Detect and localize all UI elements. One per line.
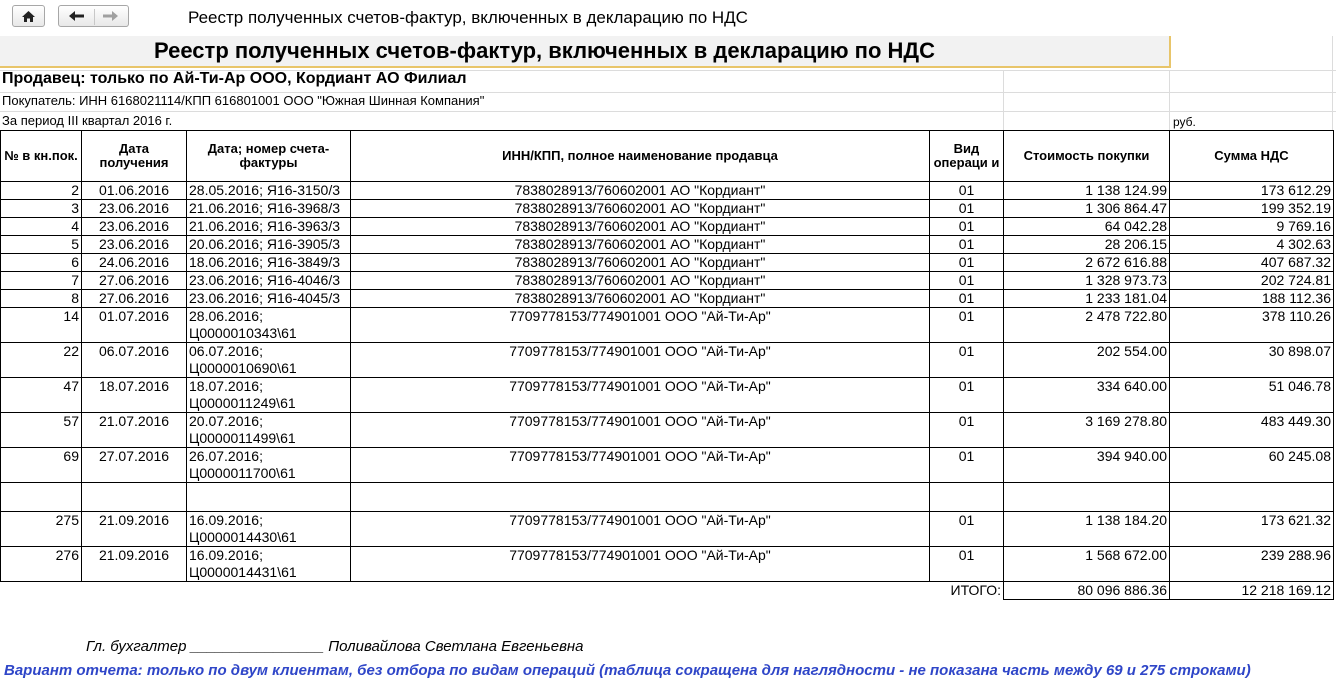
- cell-invoice[interactable]: 18.07.2016; Ц0000011249\61: [187, 378, 351, 413]
- table-row[interactable]: [1, 547, 1334, 582]
- cell-date[interactable]: 27.06.2016: [82, 290, 187, 308]
- gap-cell: [187, 483, 351, 512]
- invoice-register-table: [0, 130, 1334, 600]
- cell-date[interactable]: 01.07.2016: [82, 308, 187, 343]
- cell-vat[interactable]: 239 288.96: [1170, 547, 1334, 582]
- cell-cost[interactable]: 1 328 973.73: [1004, 272, 1170, 290]
- cell-cost[interactable]: 1 138 124.99: [1004, 182, 1170, 200]
- cell-vat[interactable]: 9 769.16: [1170, 218, 1334, 236]
- cell-cost[interactable]: 28 206.15: [1004, 236, 1170, 254]
- table-row[interactable]: [1, 413, 1334, 448]
- cell-vat[interactable]: 188 112.36: [1170, 290, 1334, 308]
- cell-date[interactable]: 18.07.2016: [82, 378, 187, 413]
- cell-date[interactable]: 01.06.2016: [82, 182, 187, 200]
- report-title: Реестр полученных счетов-фактур, включенных в декларацию по НДС: [0, 36, 1171, 68]
- gap-cell: [930, 483, 1004, 512]
- cell-seller[interactable]: 7709778153/774901001 ООО "Ай-Ти-Ар": [351, 343, 930, 378]
- cell-vat[interactable]: 202 724.81: [1170, 272, 1334, 290]
- cell-vat[interactable]: 173 612.29: [1170, 182, 1334, 200]
- cell-vat[interactable]: 51 046.78: [1170, 378, 1334, 413]
- cell-operation[interactable]: 01: [930, 413, 1004, 448]
- cell-num[interactable]: 7: [1, 272, 82, 290]
- cell-num[interactable]: 2: [1, 182, 82, 200]
- cell-seller[interactable]: 7709778153/774901001 ООО "Ай-Ти-Ар": [351, 378, 930, 413]
- cell-operation[interactable]: 01: [930, 343, 1004, 378]
- cell-invoice[interactable]: 06.07.2016; Ц0000010690\61: [187, 343, 351, 378]
- cell-vat[interactable]: 378 110.26: [1170, 308, 1334, 343]
- cell-seller[interactable]: 7838028913/760602001 АО "Кордиант": [351, 290, 930, 308]
- currency-label: руб.: [1173, 115, 1196, 129]
- table-row[interactable]: [1, 290, 1334, 308]
- gap-cell: [1004, 483, 1170, 512]
- cell-invoice[interactable]: 23.06.2016; Я16-4045/3: [187, 290, 351, 308]
- col-header-num: № в кн.пок.: [1, 131, 82, 182]
- cell-invoice[interactable]: 18.06.2016; Я16-3849/3: [187, 254, 351, 272]
- cell-operation[interactable]: 01: [930, 378, 1004, 413]
- cell-cost[interactable]: 2 478 722.80: [1004, 308, 1170, 343]
- grid-line: [0, 111, 1336, 112]
- cell-num[interactable]: 47: [1, 378, 82, 413]
- cell-cost[interactable]: 1 306 864.47: [1004, 200, 1170, 218]
- total-spacer: [82, 582, 187, 600]
- cell-operation[interactable]: 01: [930, 272, 1004, 290]
- cell-date[interactable]: 27.07.2016: [82, 448, 187, 483]
- cell-date[interactable]: 23.06.2016: [82, 236, 187, 254]
- cell-seller[interactable]: 7709778153/774901001 ООО "Ай-Ти-Ар": [351, 512, 930, 547]
- table-row[interactable]: [1, 272, 1334, 290]
- cell-date[interactable]: 27.06.2016: [82, 272, 187, 290]
- omitted-rows-gap: [1, 483, 1334, 512]
- cell-invoice[interactable]: 16.09.2016; Ц0000014430\61: [187, 512, 351, 547]
- table-row[interactable]: [1, 512, 1334, 547]
- gap-cell: [82, 483, 187, 512]
- table-row[interactable]: [1, 218, 1334, 236]
- cell-invoice[interactable]: 21.06.2016; Я16-3968/3: [187, 200, 351, 218]
- arrow-left-icon: [59, 6, 94, 26]
- cell-operation[interactable]: 01: [930, 182, 1004, 200]
- col-header-operation: Вид операци и: [930, 131, 1004, 182]
- cell-invoice[interactable]: 16.09.2016; Ц0000014431\61: [187, 547, 351, 582]
- cell-num[interactable]: 3: [1, 200, 82, 218]
- table-body: [1, 182, 1334, 600]
- cell-cost[interactable]: 64 042.28: [1004, 218, 1170, 236]
- cell-vat[interactable]: 483 449.30: [1170, 413, 1334, 448]
- buyer-info: Покупатель: ИНН 6168021114/КПП 616801001 ООО "Южная Шинная Компания": [2, 93, 485, 108]
- cell-num[interactable]: 57: [1, 413, 82, 448]
- table-row[interactable]: [1, 236, 1334, 254]
- forward-button[interactable]: [95, 6, 128, 26]
- cell-operation[interactable]: 01: [930, 512, 1004, 547]
- cell-cost[interactable]: 1 233 181.04: [1004, 290, 1170, 308]
- history-nav: [58, 5, 129, 27]
- cell-cost[interactable]: 394 940.00: [1004, 448, 1170, 483]
- cell-date[interactable]: 21.07.2016: [82, 413, 187, 448]
- cell-cost[interactable]: 334 640.00: [1004, 378, 1170, 413]
- cell-date[interactable]: 24.06.2016: [82, 254, 187, 272]
- cell-num[interactable]: 22: [1, 343, 82, 378]
- cell-num[interactable]: 275: [1, 512, 82, 547]
- period-label: За период III квартал 2016 г.: [2, 113, 173, 128]
- cell-vat[interactable]: 173 621.32: [1170, 512, 1334, 547]
- cell-seller[interactable]: 7838028913/760602001 АО "Кордиант": [351, 236, 930, 254]
- cell-cost[interactable]: 1 568 672.00: [1004, 547, 1170, 582]
- table-row[interactable]: [1, 378, 1334, 413]
- cell-seller[interactable]: 7838028913/760602001 АО "Кордиант": [351, 200, 930, 218]
- grid-line: [1169, 70, 1170, 130]
- gap-cell: [1170, 483, 1334, 512]
- seller-filter: Продавец: только по Ай-Ти-Ар ООО, Кордиант АО Филиал: [2, 70, 467, 87]
- cell-cost[interactable]: 1 138 184.20: [1004, 512, 1170, 547]
- cell-invoice[interactable]: 21.06.2016; Я16-3963/3: [187, 218, 351, 236]
- cell-cost[interactable]: 202 554.00: [1004, 343, 1170, 378]
- cell-seller[interactable]: 7709778153/774901001 ООО "Ай-Ти-Ар": [351, 448, 930, 483]
- accountant-signature: Гл. бухгалтер ________________ Поливайлова Светлана Евгеньевна: [86, 638, 584, 655]
- total-spacer: [1, 582, 82, 600]
- cell-date[interactable]: 23.06.2016: [82, 218, 187, 236]
- table-row[interactable]: [1, 254, 1334, 272]
- total-label: ИТОГО:: [930, 582, 1004, 600]
- table-row[interactable]: [1, 343, 1334, 378]
- table-row[interactable]: [1, 448, 1334, 483]
- cell-seller[interactable]: 7838028913/760602001 АО "Кордиант": [351, 254, 930, 272]
- table-row[interactable]: [1, 308, 1334, 343]
- window-title: Реестр полученных счетов-фактур, включенных в декларацию по НДС: [188, 8, 748, 27]
- grid-line: [1332, 36, 1333, 130]
- cell-date[interactable]: 21.09.2016: [82, 547, 187, 582]
- spreadsheet[interactable]: [0, 36, 1336, 685]
- cell-invoice[interactable]: 28.05.2016; Я16-3150/3: [187, 182, 351, 200]
- cell-operation[interactable]: 01: [930, 448, 1004, 483]
- col-header-invoice: Дата; номер счета-фактуры: [187, 131, 351, 182]
- report-variant-note: Вариант отчета: только по двум клиентам, без отбора по видам операций (таблица сокращена для наглядности - не показана часть между 69 и 275 строками): [4, 662, 1251, 679]
- table-header-row: [1, 131, 1334, 182]
- total-spacer: [187, 582, 351, 600]
- cell-seller[interactable]: 7838028913/760602001 АО "Кордиант": [351, 272, 930, 290]
- total-cost[interactable]: 80 096 886.36: [1004, 582, 1170, 600]
- cell-vat[interactable]: 199 352.19: [1170, 200, 1334, 218]
- cell-cost[interactable]: 2 672 616.88: [1004, 254, 1170, 272]
- cell-operation[interactable]: 01: [930, 218, 1004, 236]
- cell-num[interactable]: 4: [1, 218, 82, 236]
- totals-row: [1, 582, 1334, 600]
- cell-invoice[interactable]: 23.06.2016; Я16-4046/3: [187, 272, 351, 290]
- cell-invoice[interactable]: 20.06.2016; Я16-3905/3: [187, 236, 351, 254]
- cell-vat[interactable]: 4 302.63: [1170, 236, 1334, 254]
- cell-seller[interactable]: 7838028913/760602001 АО "Кордиант": [351, 218, 930, 236]
- cell-seller[interactable]: 7709778153/774901001 ООО "Ай-Ти-Ар": [351, 308, 930, 343]
- cell-num[interactable]: 276: [1, 547, 82, 582]
- col-header-date: Дата получения: [82, 131, 187, 182]
- arrow-right-icon: [95, 6, 128, 26]
- cell-seller[interactable]: 7709778153/774901001 ООО "Ай-Ти-Ар": [351, 547, 930, 582]
- toolbar: [0, 0, 1336, 36]
- cell-date[interactable]: 06.07.2016: [82, 343, 187, 378]
- cell-invoice[interactable]: 20.07.2016; Ц0000011499\61: [187, 413, 351, 448]
- cell-invoice[interactable]: 26.07.2016; Ц0000011700\61: [187, 448, 351, 483]
- cell-date[interactable]: 21.09.2016: [82, 512, 187, 547]
- table-row[interactable]: [1, 200, 1334, 218]
- cell-vat[interactable]: 60 245.08: [1170, 448, 1334, 483]
- cell-cost[interactable]: 3 169 278.80: [1004, 413, 1170, 448]
- back-button[interactable]: [59, 6, 94, 26]
- cell-seller[interactable]: 7838028913/760602001 АО "Кордиант": [351, 182, 930, 200]
- cell-operation[interactable]: 01: [930, 290, 1004, 308]
- col-header-seller: ИНН/КПП, полное наименование продавца: [351, 131, 930, 182]
- cell-num[interactable]: 8: [1, 290, 82, 308]
- cell-vat[interactable]: 30 898.07: [1170, 343, 1334, 378]
- home-icon: [13, 6, 44, 26]
- cell-operation[interactable]: 01: [930, 547, 1004, 582]
- table-row[interactable]: [1, 182, 1334, 200]
- gap-cell: [1, 483, 82, 512]
- cell-operation[interactable]: 01: [930, 254, 1004, 272]
- cell-operation[interactable]: 01: [930, 200, 1004, 218]
- home-button[interactable]: [12, 5, 45, 27]
- grid-line: [1003, 70, 1004, 130]
- cell-num[interactable]: 6: [1, 254, 82, 272]
- cell-num[interactable]: 5: [1, 236, 82, 254]
- col-header-vat: Сумма НДС: [1170, 131, 1334, 182]
- cell-date[interactable]: 23.06.2016: [82, 200, 187, 218]
- cell-num[interactable]: 14: [1, 308, 82, 343]
- total-spacer: [351, 582, 930, 600]
- cell-operation[interactable]: 01: [930, 236, 1004, 254]
- cell-operation[interactable]: 01: [930, 308, 1004, 343]
- cell-vat[interactable]: 407 687.32: [1170, 254, 1334, 272]
- cell-seller[interactable]: 7709778153/774901001 ООО "Ай-Ти-Ар": [351, 413, 930, 448]
- cell-invoice[interactable]: 28.06.2016; Ц0000010343\61: [187, 308, 351, 343]
- total-vat[interactable]: 12 218 169.12: [1170, 582, 1334, 600]
- gap-cell: [351, 483, 930, 512]
- cell-num[interactable]: 69: [1, 448, 82, 483]
- col-header-cost: Стоимость покупки: [1004, 131, 1170, 182]
